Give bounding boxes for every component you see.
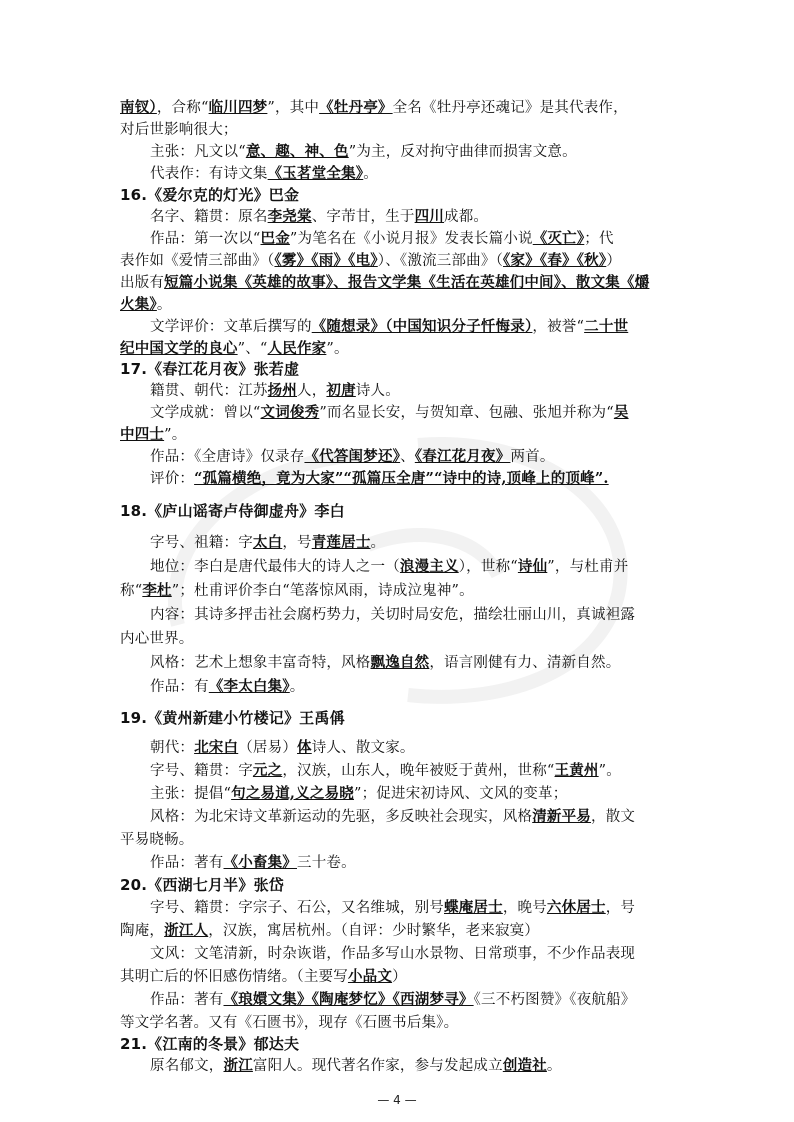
text-segment: ”。 [164,427,187,443]
text-segment: 朝代： [150,740,195,756]
text-segment: 主张：提倡“ [150,786,232,802]
highlighted-term: 《家》《春》《秋》 [503,252,607,269]
text-line-39 [150,989,680,1011]
text-segment: 作品：著有 [150,992,224,1008]
highlighted-term: 纪中国文学的良心 [120,340,238,357]
highlighted-term: 六休居士 [546,899,606,916]
text-line-17 [150,446,680,468]
highlighted-term: 《灭亡》 [532,230,585,247]
text-segment: 字号、籍贯：字宗子、石公，又名维城，别号 [150,900,444,916]
text-segment: ）、《激流三部曲》（ [377,253,504,269]
text-segment: 19.《黄州新建小竹楼记》王禹偁 [120,709,345,727]
text-line-15 [150,402,680,424]
text-line-22 [120,580,680,602]
text-segment: 。 [546,1058,562,1074]
text-line-24 [120,628,680,650]
highlighted-term: 人民作家 [267,340,327,357]
text-segment: 文学评价：文革后撰写的 [150,319,312,335]
text-line-2 [120,119,680,141]
highlighted-term: 浪漫主义 [399,558,459,575]
text-segment: 对后世影响很大； [120,122,238,138]
text-line-42 [150,1055,680,1077]
text-line-36 [120,920,680,942]
highlighted-term: 北宋白 [194,739,239,756]
text-segment: 字号、祖籍：字 [150,535,253,551]
highlighted-term: 临川四梦 [208,99,268,116]
text-segment: ，号 [605,900,636,916]
text-segment: ”为笔名在《小说月报》发表长篇小说 [289,231,533,247]
text-segment: 地位：李白是唐代最伟大的诗人之一（ [150,559,400,575]
text-segment: ；代 [584,231,614,247]
section-heading-20 [120,874,680,896]
text-segment: 文学成就：曾以“ [150,405,261,421]
text-line-29 [150,760,680,782]
text-line-38 [120,966,680,988]
text-segment: 风格：艺术上想象丰富奇特，风格 [150,655,371,671]
text-segment: 表作如《爱情三部曲》（ [120,253,275,269]
text-segment: ，汉族，山东人，晚年被贬于黄州，世称“ [282,763,555,779]
text-line-10 [120,294,680,316]
text-line-35 [150,897,680,919]
text-line-40 [120,1012,680,1034]
text-segment: 出版有 [120,275,165,291]
highlighted-term: 中四士 [120,426,165,443]
text-segment: 两首。 [510,449,555,465]
text-segment: ） [606,253,622,269]
text-segment: 。 [289,679,305,695]
text-segment: ，散文 [591,809,636,825]
text-line-23 [150,604,680,626]
highlighted-term: 短篇小说集《英雄的故事》、报告文学集《生活在英雄们中间》、散文集《爝 [164,274,650,291]
text-line-8 [120,250,680,272]
text-segment: 诗人、散文家。 [311,740,415,756]
text-segment: 称“ [120,583,143,599]
highlighted-term: 李杜 [142,582,172,599]
text-segment: 。 [363,166,378,182]
text-segment: ”，与杜甫并 [547,559,629,575]
highlighted-term: 《琅嬛文集》《陶庵梦忆》《西湖梦寻》 [223,991,474,1008]
text-segment: 文风：文笔清新，时杂诙谐，作品多写山水景物、日常琐事，不少作品表现 [150,946,636,962]
text-segment: 《三不朽图赞》《夜航船》 [473,992,636,1008]
text-line-12 [120,338,680,360]
highlighted-term: 飘逸自然 [370,654,430,671]
highlighted-term: 太白 [252,534,283,551]
text-line-3 [150,141,680,163]
text-line-31 [150,806,680,828]
text-segment: 字号、籍贯：字 [150,763,253,779]
text-line-30 [150,783,680,805]
text-segment: ，汉族，寓居杭州。（自评：少时繁华，老来寂寞） [208,923,540,939]
text-segment: ，语言刚健有力、清新自然。 [429,655,621,671]
text-segment: 20.《西湖七月半》张岱 [120,876,284,894]
highlighted-term: 创造社 [502,1057,547,1074]
text-segment: 平易晓畅。 [120,832,194,848]
highlighted-term: 《小畜集》 [223,854,297,871]
text-segment: ”；促进宋初诗风、文风的变革； [353,786,568,802]
text-segment: 原名郁文， [150,1058,224,1074]
text-segment: 其明亡后的怀旧感伤情绪。（主要写 [120,969,348,985]
text-line-32 [120,829,680,851]
highlighted-term: 《牡丹亭》 [319,99,393,116]
section-heading-16 [120,184,680,206]
text-segment: ，晚号 [502,900,547,916]
text-segment: 作品：著有 [150,855,224,871]
text-segment: 陶庵， [120,923,165,939]
highlighted-term: 青莲居士 [311,534,371,551]
section-heading-19 [120,707,680,729]
text-segment: 21.《江南的冬景》郁达夫 [120,1035,300,1053]
text-segment: 风格：为北宋诗文革新运动的先驱，多反映社会现实，风格 [150,809,533,825]
highlighted-term: 南钗） [120,99,157,116]
section-heading-17 [120,358,680,380]
highlighted-term: 浙江 [223,1057,253,1074]
text-segment: ”；杜甫评价李白“笔落惊风雨，诗成泣鬼神”。 [171,583,474,599]
highlighted-term: 体 [297,739,312,756]
text-segment: ”，其中 [267,100,320,116]
text-segment: 主张：凡文以“ [150,144,246,160]
highlighted-term: 王黄州 [554,762,599,779]
highlighted-term: 扬州 [267,382,298,399]
text-segment: 作品：第一次以“ [150,231,261,247]
text-line-9 [120,272,680,294]
text-line-14 [150,380,680,402]
text-segment: 、字芾甘，生于 [311,209,415,225]
highlighted-term: 《代答闺梦还》 [304,448,401,465]
text-segment: 名字、籍贯：原名 [150,209,268,225]
text-segment: 内容：其诗多抨击社会腐朽势力，关切时局安危，描绘壮丽山川，真诚袒露 [150,607,636,623]
text-segment: 16.《爱尔克的灯光》巴金 [120,186,300,204]
text-segment: ”、“ [237,341,268,357]
text-line-20 [150,532,680,554]
text-segment: 18.《庐山谣寄卢侍御虚舟》李白 [120,502,345,520]
highlighted-term: 火集》 [120,296,157,313]
text-line-18 [150,468,680,490]
text-line-7 [150,228,680,250]
text-segment: ） [392,969,407,985]
text-line-21 [150,556,680,578]
text-segment: 。 [370,535,386,551]
highlighted-term: 清新平易 [532,808,592,825]
text-segment: 代表作：有诗文集 [150,166,268,182]
text-segment: 全名《牡丹亭还魂记》是其代表作， [392,100,628,116]
highlighted-term: 意、趣、神、色 [245,143,349,160]
text-segment: ”而名显长安，与贺知章、包融、张旭并称为“ [319,405,614,421]
text-segment: 作品：有 [150,679,209,695]
highlighted-term: 小品文 [347,968,393,985]
text-line-6 [150,206,680,228]
highlighted-term: 《春江花月夜》 [414,448,511,465]
text-segment: 。 [156,297,172,313]
text-line-1 [120,97,680,119]
section-heading-21 [120,1033,680,1055]
text-line-33 [150,852,680,874]
highlighted-term: 文词俊秀 [260,404,320,421]
text-segment: ，被誉“ [532,319,585,335]
text-segment: 17.《春江花月夜》张若虚 [120,360,300,378]
text-segment: 三十卷。 [297,855,356,871]
text-segment: ，合称“ [156,100,209,116]
highlighted-term: 四川 [414,208,445,225]
text-segment: 成都。 [444,209,489,225]
highlighted-term: 巴金 [260,230,290,247]
highlighted-term: 《随想录》（中国知识分子忏悔录） [311,318,533,335]
text-segment: ”。 [326,341,349,357]
text-line-16 [120,424,680,446]
highlighted-term: 元之 [252,762,283,779]
highlighted-term: “孤篇横绝，竟为大家”“孤篇压全唐”“诗中的诗,顶峰上的顶峰”. [194,470,609,487]
text-line-28 [150,737,680,759]
text-segment: ），世称“ [458,559,518,575]
highlighted-term: 《李太白集》 [208,678,290,695]
text-segment: ”为主，反对拘守曲律而损害文意。 [348,144,577,160]
text-segment: 、 [400,449,415,465]
text-line-37 [150,943,680,965]
highlighted-term: 《玉茗堂全集》 [267,165,364,182]
highlighted-term: 《雾》《雨》《电》 [274,252,378,269]
text-segment: 内心世界。 [120,631,194,647]
text-line-25 [150,652,680,674]
text-line-11 [150,316,680,338]
text-segment: ”。 [598,763,621,779]
text-segment: 作品：《全唐诗》仅录存 [150,449,305,465]
highlighted-term: 李尧棠 [267,208,312,225]
text-segment: 人， [297,383,327,399]
page-number: — 4 — [377,1093,417,1107]
section-heading-18 [120,500,680,522]
text-line-4 [150,163,680,185]
text-segment: 等文学名著。又有《石匮书》，现存《石匮书后集》。 [120,1015,459,1031]
highlighted-term: 句之易道,义之易晓 [231,785,354,802]
highlighted-term: 诗仙 [517,558,548,575]
text-line-26 [150,676,680,698]
text-segment: （居易） [238,740,298,756]
highlighted-term: 吴 [613,404,629,421]
text-segment: 评价： [150,471,195,487]
highlighted-term: 二十世 [584,318,629,335]
highlighted-term: 初唐 [326,382,356,399]
text-segment: 诗人。 [355,383,400,399]
text-segment: ，号 [282,535,312,551]
text-segment: 籍贯、朝代：江苏 [150,383,268,399]
highlighted-term: 蝶庵居士 [444,899,503,916]
highlighted-term: 浙江人 [164,922,209,939]
text-segment: 富阳人。现代著名作家，参与发起成立 [252,1058,503,1074]
